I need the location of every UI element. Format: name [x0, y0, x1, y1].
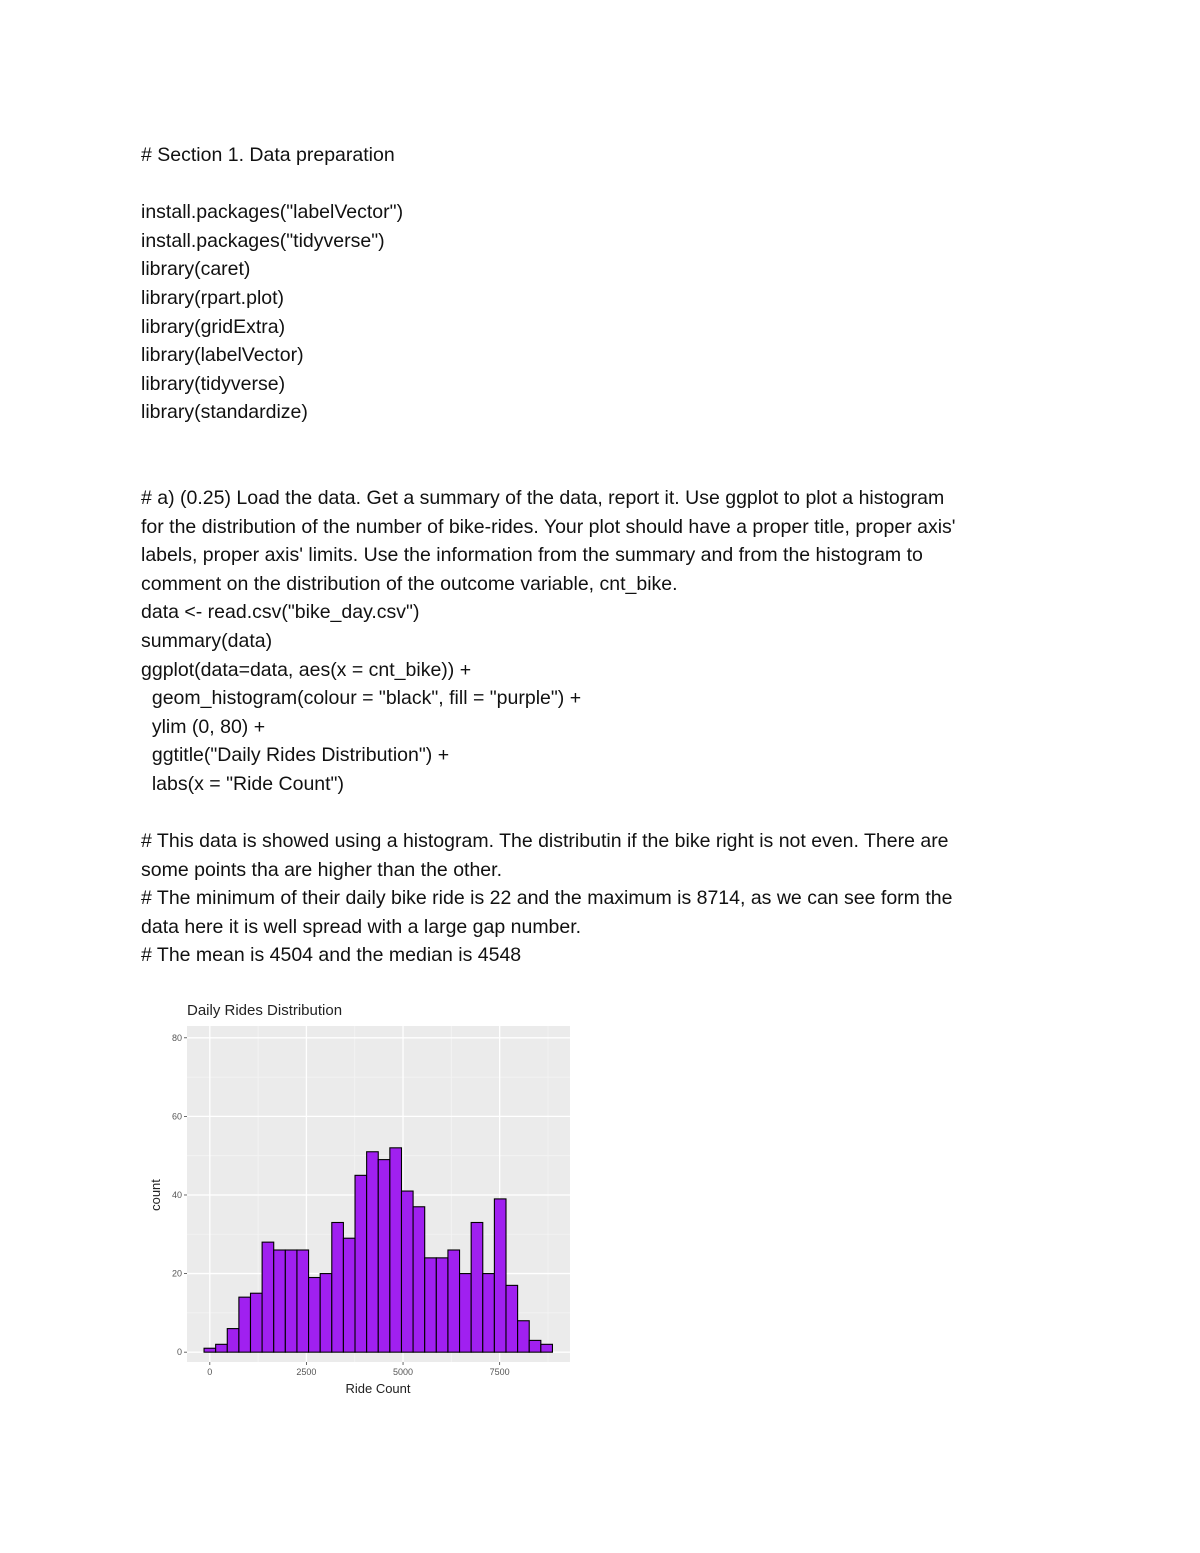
- question-line: comment on the distribution of the outcome variable, cnt_bike.: [141, 572, 678, 595]
- comment-line: # The mean is 4504 and the median is 4548: [141, 944, 522, 967]
- code-line: library(gridExtra): [141, 315, 286, 338]
- histogram-bar: [378, 1160, 390, 1353]
- histogram-bar: [204, 1348, 216, 1352]
- histogram-bar: [274, 1250, 286, 1352]
- code-line: library(rpart.plot): [141, 286, 285, 309]
- y-tick-label: 0: [176, 1347, 182, 1358]
- histogram-bar: [239, 1297, 251, 1352]
- question-line: labels, proper axis' limits. Use the information from the summary and from the histogram to: [141, 544, 923, 567]
- x-axis-title: Ride Count: [345, 1381, 411, 1396]
- setup-code-block: [141, 198, 1061, 427]
- histogram-figure: [144, 997, 580, 1397]
- x-tick-label: 0: [207, 1367, 213, 1377]
- analysis-code-block: [141, 598, 1061, 798]
- code-line: install.packages("labelVector"): [141, 201, 404, 224]
- histogram-bar: [332, 1222, 344, 1352]
- histogram-bar: [541, 1344, 553, 1352]
- code-line: geom_histogram(colour = "black", fill = "purple") +: [141, 687, 582, 710]
- histogram-bar: [343, 1238, 355, 1352]
- histogram-svg: [144, 997, 580, 1397]
- question-line: for the distribution of the number of bike-rides. Your plot should have a proper title, proper axis': [141, 515, 956, 538]
- comment-line: some points tha are higher than the other.: [141, 858, 502, 881]
- histogram-bar: [250, 1293, 262, 1352]
- y-tick-label: 40: [171, 1189, 182, 1200]
- question-text: [141, 484, 1061, 598]
- histogram-bar: [262, 1242, 274, 1352]
- comment-line: data here it is well spread with a large gap number.: [141, 915, 582, 938]
- document-body: [141, 141, 1061, 970]
- x-tick-label: 2500: [296, 1367, 317, 1377]
- histogram-bar: [483, 1274, 495, 1353]
- histogram-bar: [285, 1250, 297, 1352]
- code-line: library(tidyverse): [141, 372, 286, 395]
- x-tick-label: 7500: [489, 1367, 510, 1377]
- histogram-bar: [216, 1344, 228, 1352]
- chart-title: Daily Rides Distribution: [187, 1002, 343, 1019]
- histogram-bar: [425, 1258, 437, 1352]
- code-line: summary(data): [141, 629, 273, 652]
- histogram-bar: [309, 1278, 321, 1353]
- code-line: install.packages("tidyverse"): [141, 229, 385, 252]
- y-tick-label: 20: [171, 1268, 182, 1279]
- histogram-bar: [506, 1285, 518, 1352]
- histogram-bar: [297, 1250, 309, 1352]
- code-line: data <- read.csv("bike_day.csv"): [141, 601, 420, 624]
- histogram-bar: [448, 1250, 460, 1352]
- code-line: labs(x = "Ride Count"): [141, 772, 344, 795]
- histogram-bar: [367, 1152, 379, 1352]
- histogram-bar: [413, 1207, 425, 1352]
- question-line: # a) (0.25) Load the data. Get a summary of the data, report it. Use ggplot to plot a histogram: [141, 486, 945, 509]
- code-line: library(labelVector): [141, 344, 304, 367]
- y-tick-label: 80: [171, 1032, 182, 1043]
- y-axis-title: count: [148, 1179, 163, 1211]
- code-line: ggplot(data=data, aes(x = cnt_bike)) +: [141, 658, 472, 681]
- y-tick-label: 60: [171, 1111, 182, 1122]
- histogram-bar: [471, 1222, 483, 1352]
- code-line: ylim (0, 80) +: [141, 715, 266, 738]
- comment-line: # This data is showed using a histogram. The distributin if the bike right is not even. There are: [141, 830, 949, 853]
- code-line: library(standardize): [141, 401, 308, 424]
- histogram-bar: [320, 1274, 332, 1353]
- histogram-bar: [518, 1321, 530, 1352]
- code-line: ggtitle("Daily Rides Distribution") +: [141, 744, 450, 767]
- histogram-bar: [227, 1329, 239, 1353]
- histogram-bar: [494, 1199, 506, 1352]
- histogram-bar: [436, 1258, 448, 1352]
- x-tick-label: 5000: [393, 1367, 414, 1377]
- code-line: library(caret): [141, 258, 251, 281]
- histogram-bar: [460, 1274, 472, 1353]
- histogram-bar: [401, 1191, 413, 1352]
- histogram-bar: [390, 1148, 402, 1352]
- histogram-bar: [529, 1340, 541, 1352]
- section-heading: # Section 1. Data preparation: [141, 144, 395, 166]
- comment-line: # The minimum of their daily bike ride is 22 and the maximum is 8714, as we can see form the: [141, 887, 953, 910]
- comments-block: [141, 827, 1061, 970]
- histogram-bar: [355, 1175, 367, 1352]
